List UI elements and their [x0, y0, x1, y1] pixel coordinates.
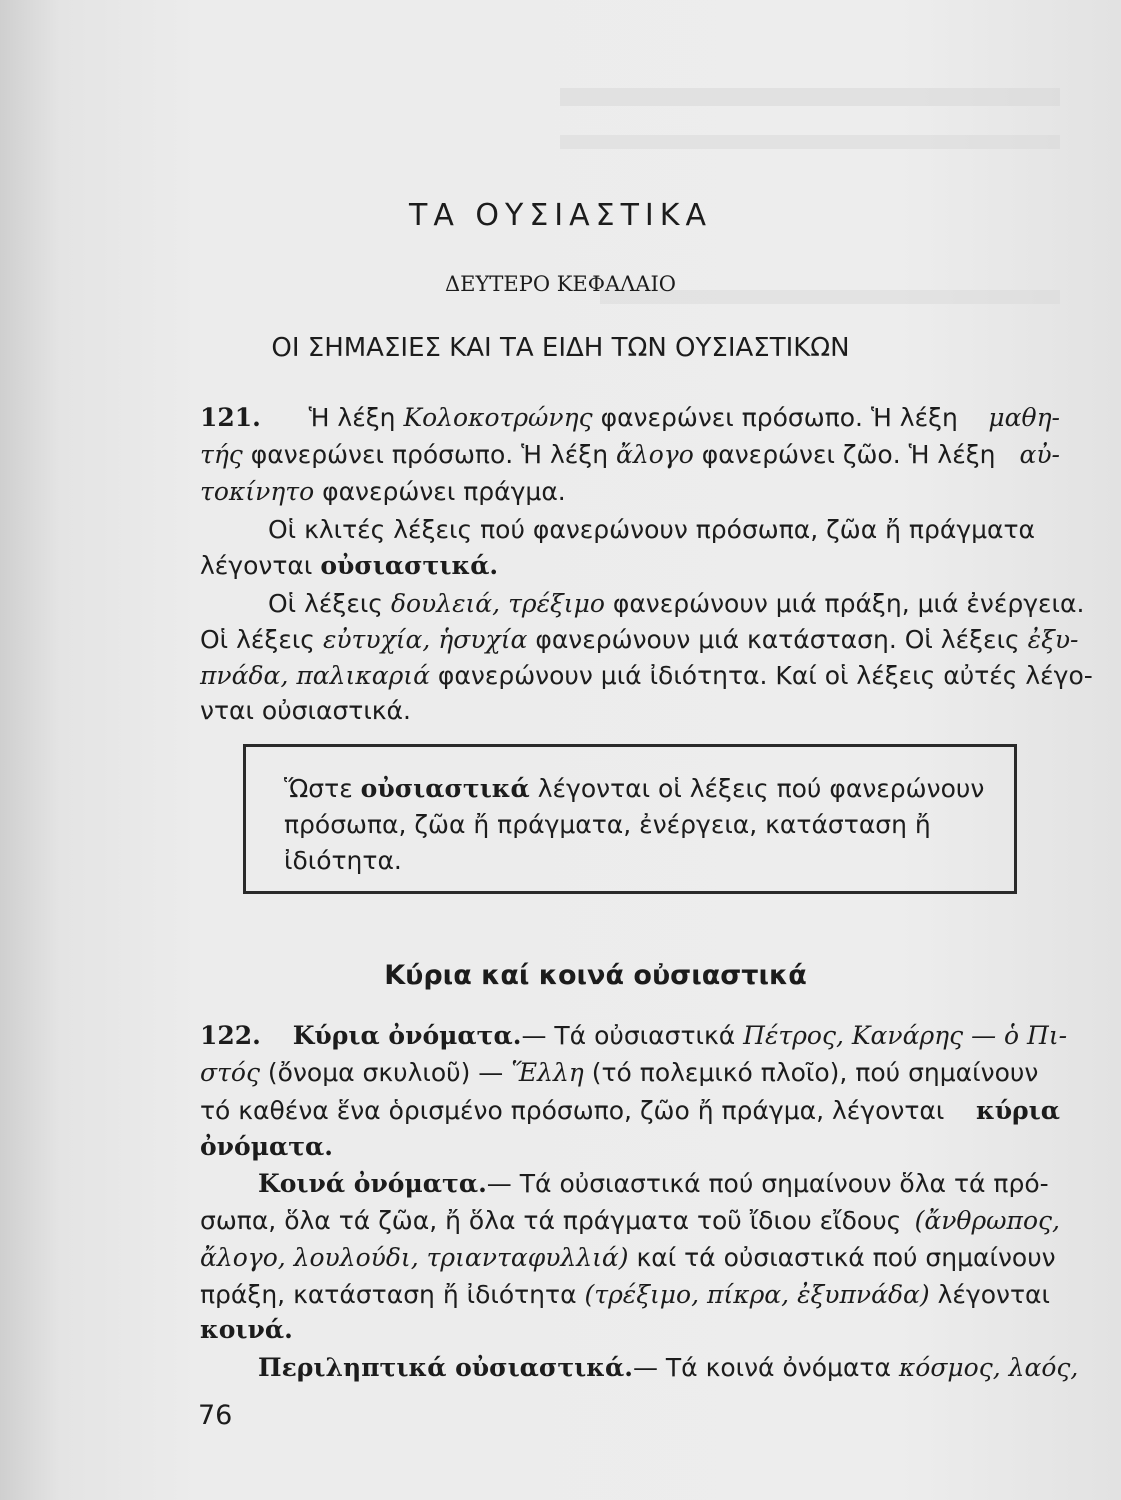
- paragraph-122-line: [200, 1203, 1060, 1239]
- paragraph-121-line: [268, 586, 1085, 622]
- paragraph-122-line: [200, 1018, 1068, 1054]
- text: ἐξυ-: [1027, 625, 1079, 654]
- summary-box: [243, 744, 1017, 894]
- text: Ἡ λέξη: [308, 403, 404, 432]
- summary-line: [284, 771, 1004, 807]
- bleed-through-mark: [560, 135, 1060, 149]
- text: στός: [200, 1058, 260, 1087]
- paragraph-121-line: [200, 693, 1060, 729]
- paragraph-121-line: [200, 548, 1060, 584]
- text: (τό πολεμικό πλοῖο), πού σημαίνουν: [583, 1058, 1039, 1087]
- bold-term: κύρια: [975, 1096, 1060, 1125]
- text: δουλειά, τρέξιμο: [390, 589, 605, 618]
- text: ἰδιότητα.: [284, 846, 402, 875]
- text: φανερώνει πρόσωπο. Ἡ λέξη: [592, 403, 966, 432]
- bold-term: οὐσιαστικά: [360, 774, 530, 803]
- bold-term: ὀνόματα.: [200, 1132, 333, 1161]
- chapter-title: ΟΙ ΣΗΜΑΣΙΕΣ ΚΑΙ ΤΑ ΕΙΔΗ ΤΩΝ ΟΥΣΙΑΣΤΙΚΩΝ: [271, 333, 850, 363]
- text: (ἄνθρωπος,: [914, 1206, 1060, 1235]
- text: Πέτρος, Κανάρης — ὁ Πι-: [743, 1021, 1068, 1050]
- paragraph-122-line: [200, 1312, 1060, 1348]
- text: λέγονται οἱ λέξεις πού φανερώνουν: [529, 774, 985, 803]
- text: πρόσωπα, ζῶα ἤ πράγματα, ἐνέργεια, κατάσταση ἤ: [284, 810, 931, 839]
- text: Οἱ κλιτές λέξεις πού φανερώνουν πρόσωπα, ζῶα ἤ πράγματα: [268, 515, 1036, 544]
- summary-line: [284, 843, 1004, 879]
- section-title: ΤΑ ΟΥΣΙΑΣΤΙΚΑ: [409, 198, 712, 233]
- text: ἄλογο: [616, 440, 694, 469]
- paragraph-122-line: [200, 1277, 1060, 1313]
- paragraph-121-line: [200, 622, 1079, 658]
- text: φανερώνουν μιά πράξη, μιά ἐνέργεια.: [604, 589, 1085, 618]
- text: — Τά οὐσιαστικά πού σημαίνουν ὅλα τά πρό-: [486, 1169, 1049, 1198]
- bold-term: οὐσιαστικά.: [320, 551, 499, 580]
- subsection-title: Κύρια καί κοινά οὐσιαστικά: [384, 960, 807, 991]
- text: λέγονται: [929, 1280, 1050, 1309]
- text: μαθη-: [988, 403, 1060, 432]
- text: καί τά οὐσιαστικά πού σημαίνουν: [628, 1243, 1056, 1272]
- text: νται οὐσιαστικά.: [200, 696, 411, 725]
- text: εὐτυχία, ἡσυχία: [322, 625, 528, 654]
- paragraph-122-line: [200, 1240, 1060, 1276]
- text: κόσμος, λαός,: [898, 1353, 1079, 1382]
- text: ἄλογο, λουλούδι, τριανταφυλλιά): [200, 1243, 629, 1272]
- text: Ἕλλη: [511, 1058, 584, 1087]
- paragraph-122-line: [200, 1129, 1060, 1165]
- bleed-through-mark: [560, 88, 1060, 106]
- text: πνάδα, παλικαριά: [200, 661, 430, 690]
- paragraph-121-line: [200, 474, 1060, 510]
- paragraph-122-line: [200, 1055, 1060, 1091]
- text: τοκίνητο: [200, 477, 315, 506]
- bold-term: κοινά.: [200, 1315, 293, 1344]
- paragraph-122-line: [200, 1093, 1060, 1129]
- text: λέγονται: [200, 551, 321, 580]
- text: (τρέξιμο, πίκρα, ἐξυπνάδα): [584, 1280, 930, 1309]
- text: Κολοκοτρώνης: [403, 403, 593, 432]
- paragraph-121-line: [200, 658, 1093, 694]
- paragraph-122-line: [258, 1166, 1060, 1202]
- text: φανερώνει πράγμα.: [314, 477, 566, 506]
- text: φανερώνουν μιά κατάσταση. Οἱ λέξεις: [527, 625, 1028, 654]
- text: — Τά οὐσιαστικά: [521, 1021, 744, 1050]
- text: αὐ-: [1019, 440, 1060, 469]
- text: σωπα, ὅλα τά ζῶα, ἤ ὅλα τά πράγματα τοῦ ἴδιου εἴδους: [200, 1206, 910, 1235]
- paragraph-number: 122.: [200, 1021, 261, 1050]
- text: φανερώνει ζῶο. Ἡ λέξη: [693, 440, 1004, 469]
- text: τής: [200, 440, 243, 469]
- text: Ὥστε: [284, 774, 361, 803]
- bold-term: Περιληπτικά οὐσιαστικά.: [258, 1353, 633, 1382]
- bold-term: Κύρια ὀνόματα.: [292, 1021, 522, 1050]
- text: — Τά κοινά ὀνόματα: [632, 1353, 899, 1382]
- paragraph-number: 121.: [200, 403, 261, 432]
- text: φανερώνουν μιά ἰδιότητα. Καί οἱ λέξεις αὐτές λέγο-: [429, 661, 1093, 690]
- paragraph-122-line: [258, 1350, 1079, 1386]
- paragraph-121-line: [200, 437, 1060, 473]
- text: τό καθένα ἕνα ὁρισμένο πρόσωπο, ζῶο ἤ πράγμα, λέγονται: [200, 1096, 953, 1125]
- text: φανερώνει πρόσωπο. Ἡ λέξη: [242, 440, 617, 469]
- text: Οἱ λέξεις: [200, 625, 323, 654]
- paragraph-121-line: [200, 400, 1060, 436]
- chapter-label: ΔΕΥΤΕΡΟ ΚΕΦΑΛΑΙΟ: [445, 272, 676, 296]
- bold-term: Κοινά ὀνόματα.: [258, 1169, 487, 1198]
- paragraph-121-line: [268, 512, 1060, 548]
- text: Οἱ λέξεις: [268, 589, 391, 618]
- summary-line: [284, 807, 1004, 843]
- page-number: 76: [198, 1400, 233, 1431]
- text: (ὄνομα σκυλιοῦ) —: [259, 1058, 512, 1087]
- text: πράξη, κατάσταση ἤ ἰδιότητα: [200, 1280, 585, 1309]
